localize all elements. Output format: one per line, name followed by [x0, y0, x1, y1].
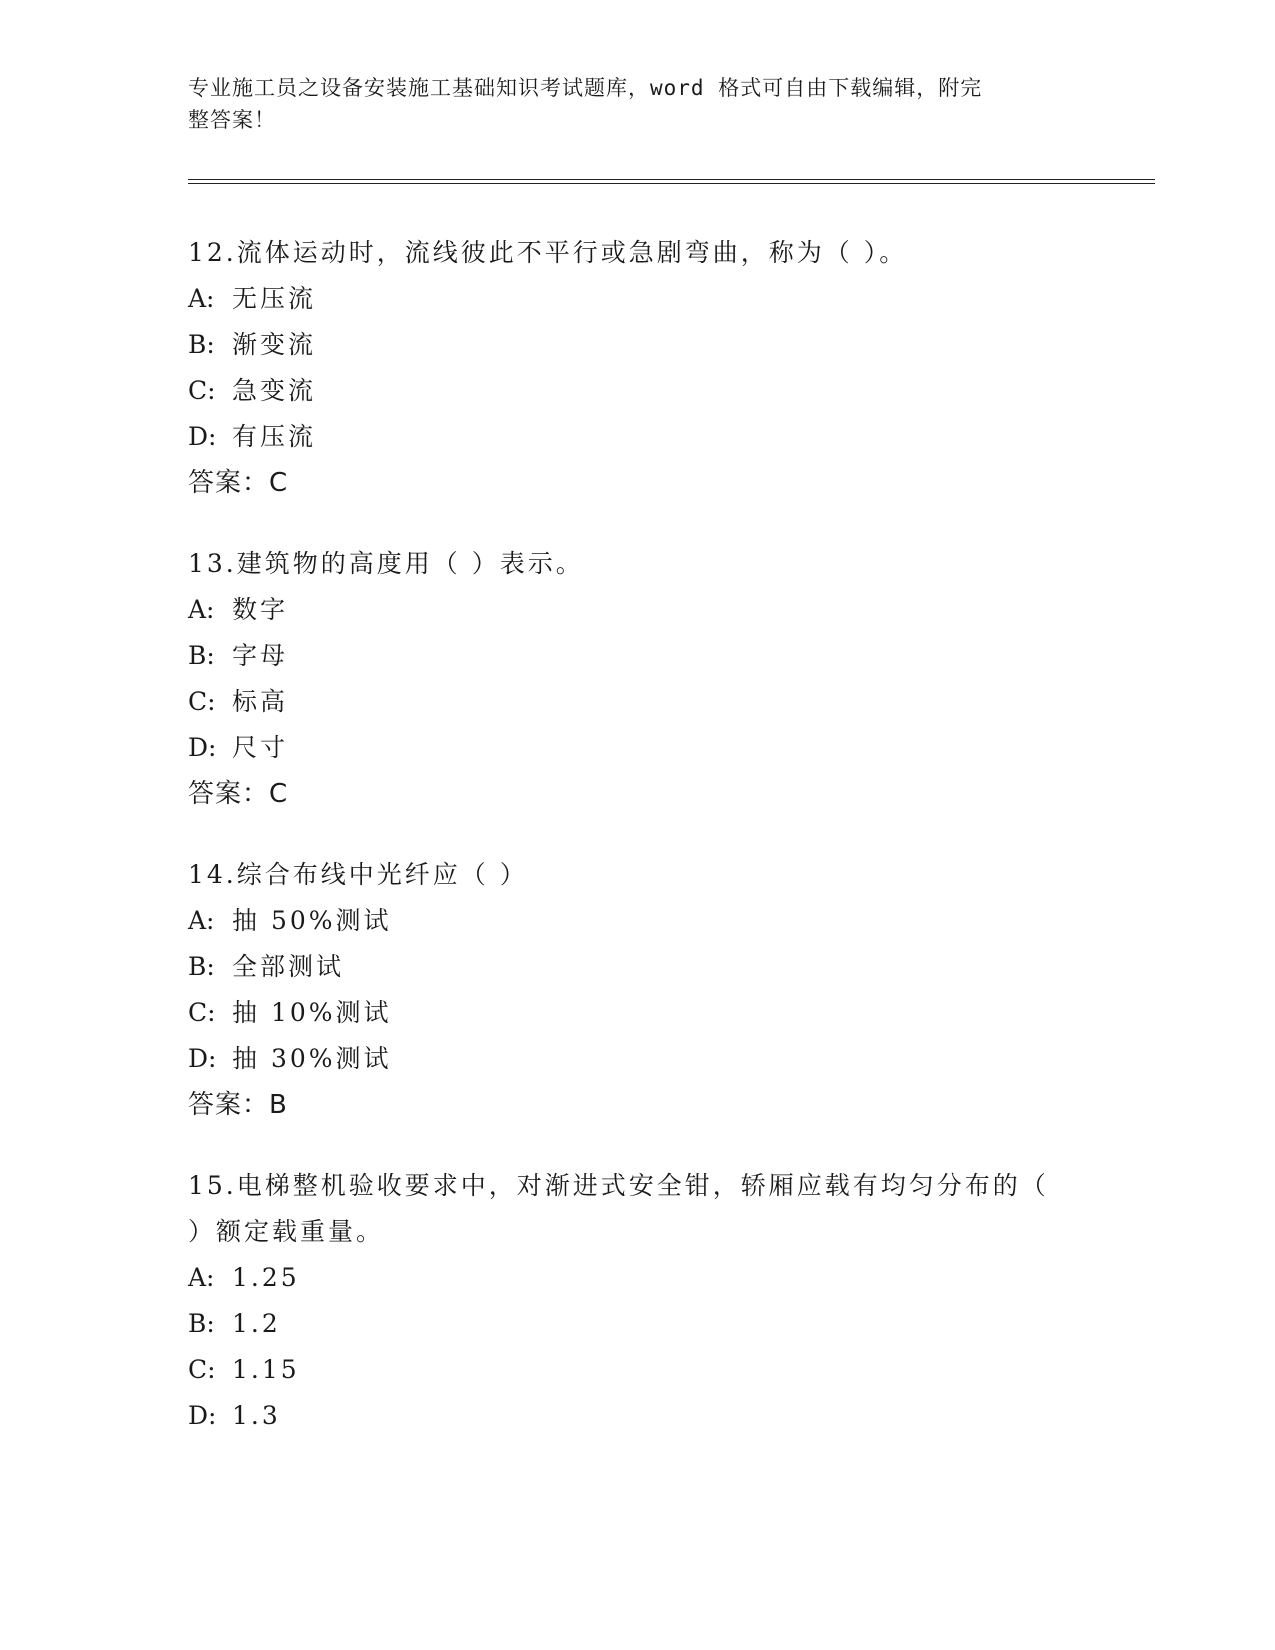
option-b: [188, 633, 1088, 679]
option-b: [188, 1301, 1088, 1347]
option-label: B:: [188, 330, 215, 359]
option-label: D:: [188, 1401, 217, 1430]
option-label: A:: [188, 906, 215, 935]
question-14: [188, 852, 1088, 1128]
option-text: 无压流: [232, 284, 317, 313]
question-list: [188, 230, 1088, 1474]
option-b: [188, 322, 1088, 368]
option-text: 1.3: [232, 1401, 281, 1430]
question-12: [188, 230, 1088, 506]
option-c: [188, 679, 1088, 725]
option-label: A:: [188, 595, 215, 624]
document-header: [188, 72, 1068, 136]
option-label: D:: [188, 733, 217, 762]
answer-line: 答案：C: [188, 468, 289, 498]
option-text: 数字: [232, 595, 289, 624]
option-label: C:: [188, 687, 216, 716]
option-text: 字母: [232, 641, 289, 670]
option-a: [188, 1255, 1088, 1301]
option-label: D:: [188, 422, 217, 451]
option-text: 标高: [232, 687, 289, 716]
option-d: [188, 414, 1088, 460]
option-c: [188, 368, 1088, 414]
option-label: A:: [188, 1263, 215, 1292]
header-line-1: 专业施工员之设备安装施工基础知识考试题库，word 格式可自由下载编辑，附完: [188, 76, 983, 100]
option-label: D:: [188, 1044, 217, 1073]
question-stem-continued: ）额定载重量。: [188, 1217, 385, 1246]
option-text: 1.15: [232, 1355, 300, 1384]
question-stem: 15.电梯整机验收要求中，对渐进式安全钳，轿厢应载有均匀分布的（: [188, 1171, 1049, 1200]
option-d: [188, 725, 1088, 771]
question-15: [188, 1163, 1088, 1439]
option-a: [188, 276, 1088, 322]
option-text: 1.25: [232, 1263, 300, 1292]
option-a: [188, 587, 1088, 633]
option-label: A:: [188, 284, 215, 313]
answer-line: 答案：B: [188, 1090, 288, 1120]
option-a: [188, 898, 1088, 944]
option-text: 抽 30%测试: [232, 1044, 392, 1073]
answer-line: 答案：C: [188, 779, 289, 809]
option-d: [188, 1393, 1088, 1439]
option-text: 抽 50%测试: [232, 906, 392, 935]
header-line-2: 整答案！: [188, 108, 276, 132]
header-divider-bottom: [188, 183, 1155, 184]
option-d: [188, 1036, 1088, 1082]
option-text: 渐变流: [232, 330, 317, 359]
question-13: [188, 541, 1088, 817]
option-label: B:: [188, 641, 215, 670]
option-text: 抽 10%测试: [232, 998, 392, 1027]
option-text: 1.2: [232, 1309, 281, 1338]
option-b: [188, 944, 1088, 990]
option-text: 有压流: [232, 422, 317, 451]
question-stem: 14.综合布线中光纤应（ ）: [188, 860, 528, 889]
option-label: C:: [188, 376, 216, 405]
option-label: C:: [188, 998, 216, 1027]
option-label: C:: [188, 1355, 216, 1384]
header-divider-top: [188, 179, 1155, 180]
question-stem: 12.流体运动时，流线彼此不平行或急剧弯曲，称为（ ）。: [188, 238, 908, 267]
option-label: B:: [188, 952, 215, 981]
option-text: 急变流: [232, 376, 317, 405]
option-text: 尺寸: [232, 733, 289, 762]
option-text: 全部测试: [232, 952, 345, 981]
option-c: [188, 990, 1088, 1036]
option-c: [188, 1347, 1088, 1393]
question-stem: 13.建筑物的高度用（ ）表示。: [188, 549, 584, 578]
option-label: B:: [188, 1309, 215, 1338]
